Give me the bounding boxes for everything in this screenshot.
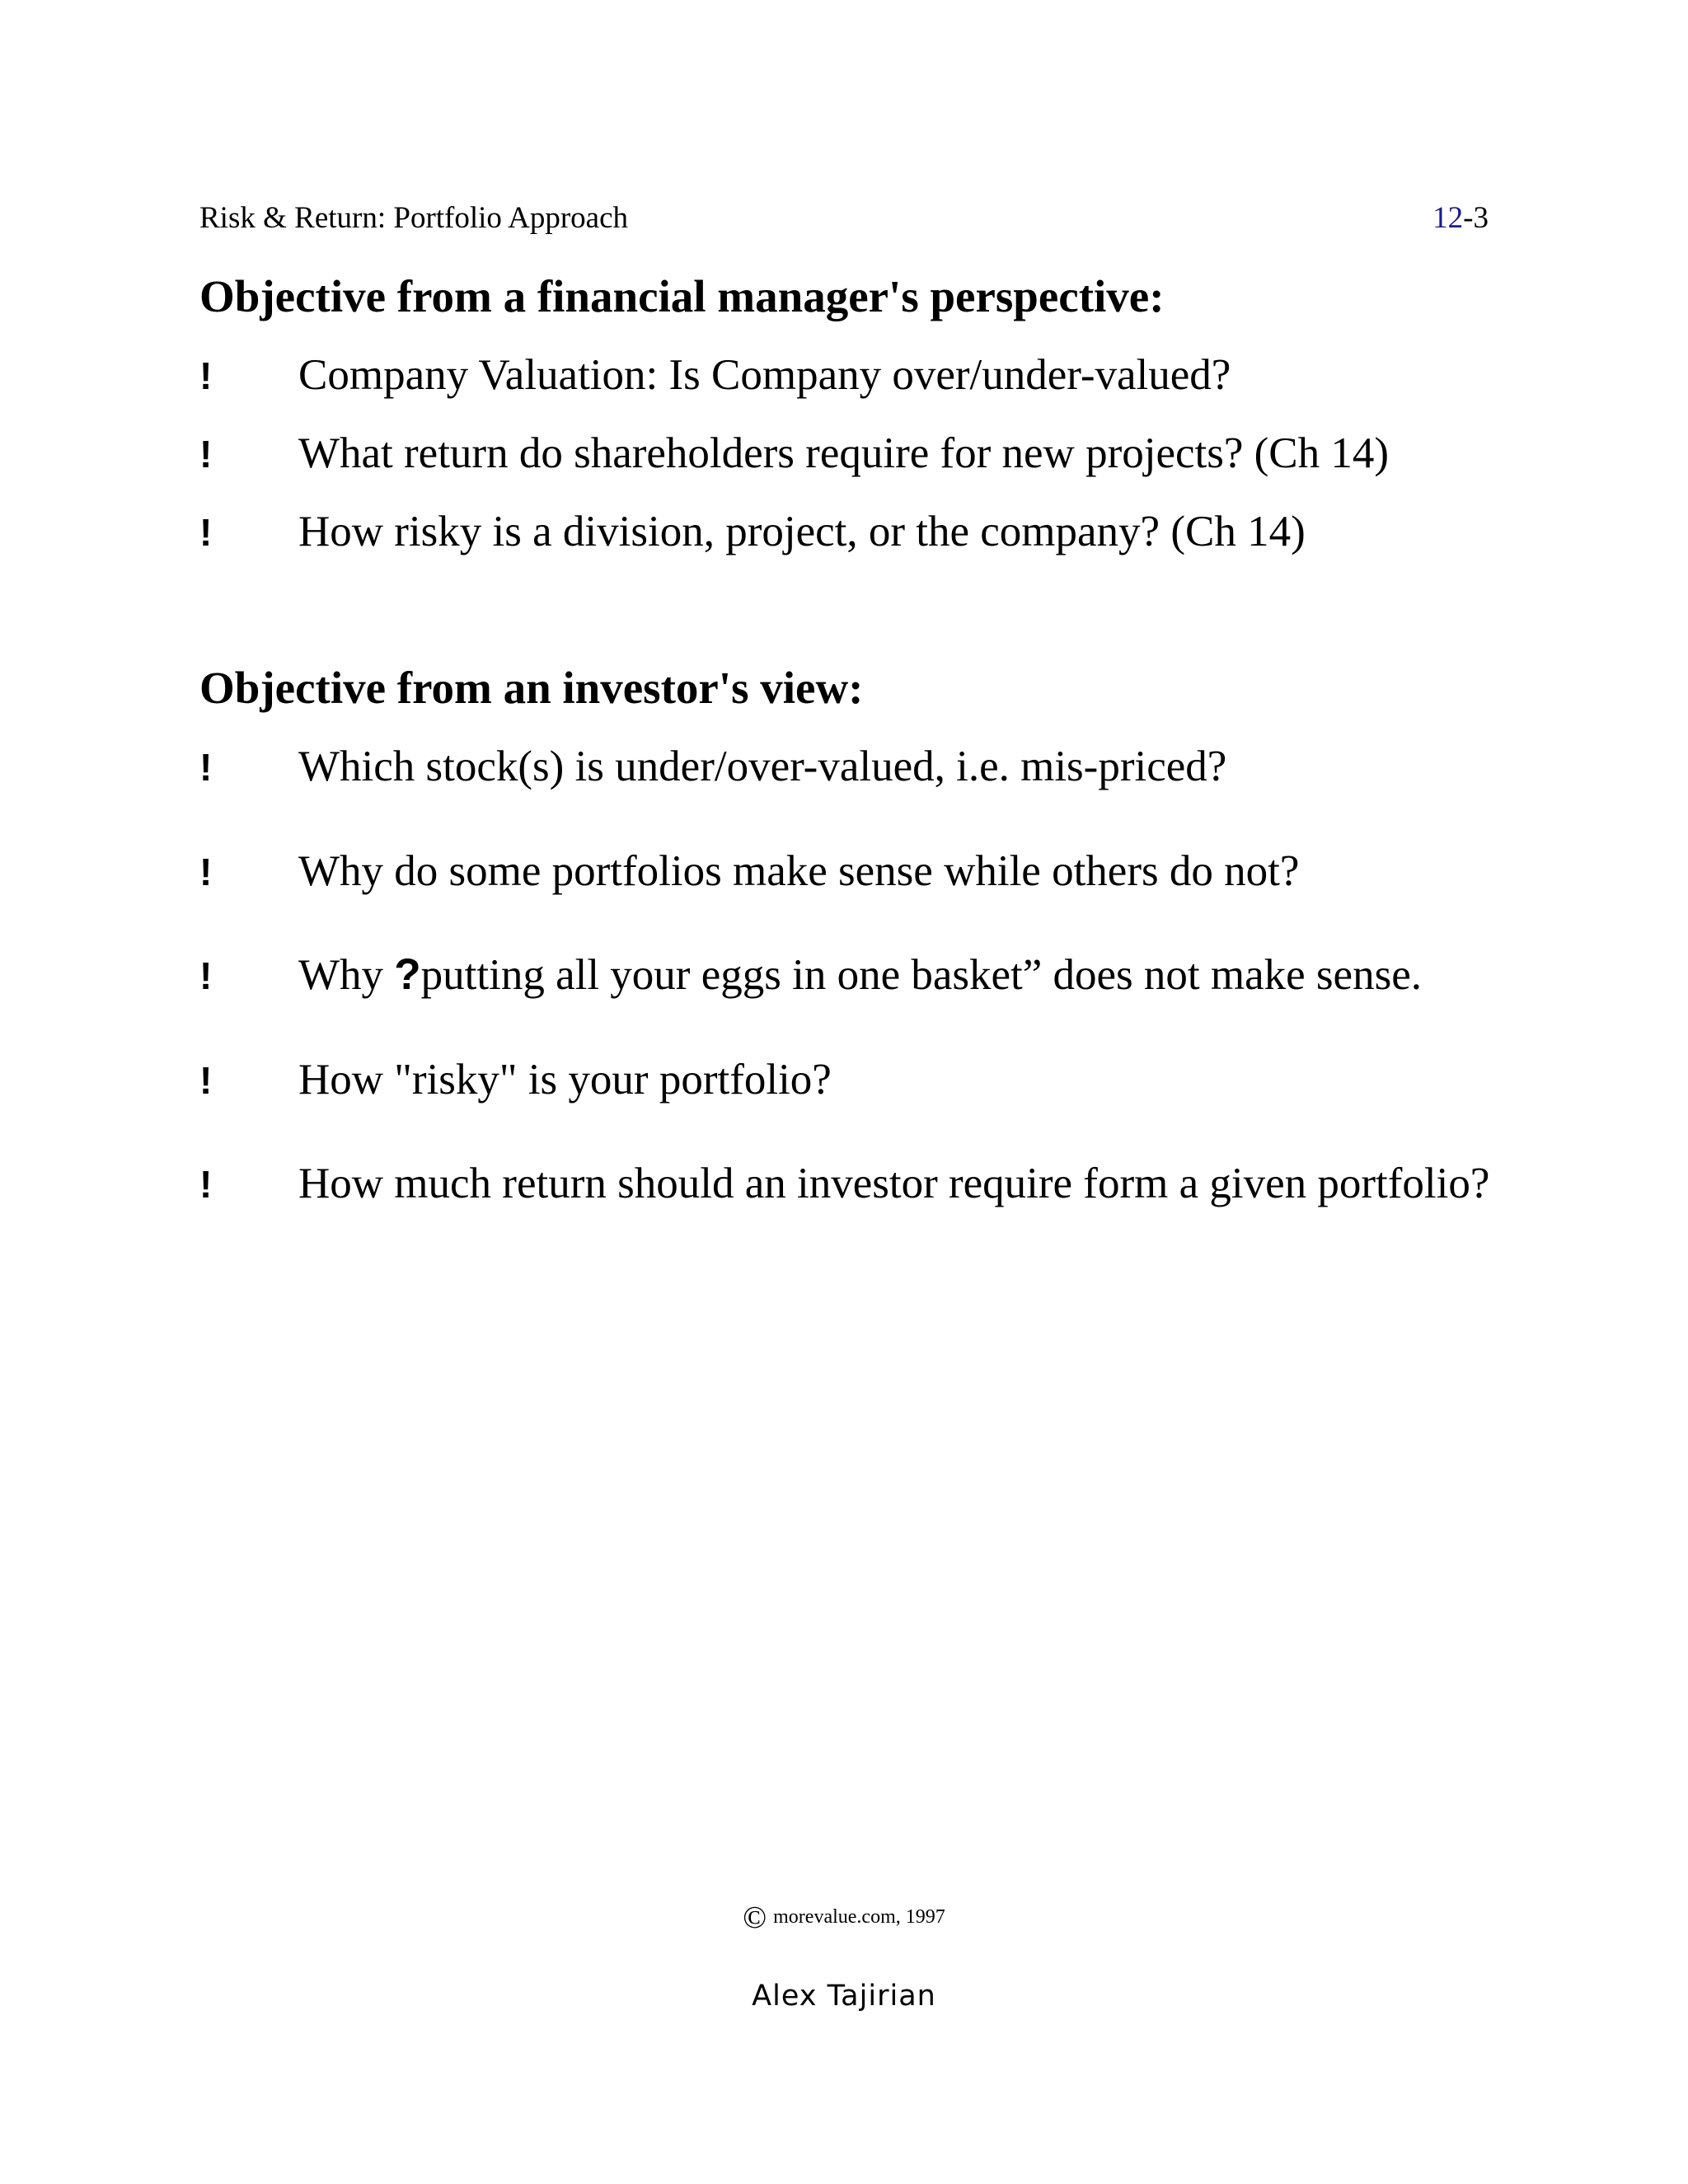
bullet-icon: !: [199, 1163, 213, 1206]
bullet-icon: !: [199, 433, 213, 476]
bullet-icon: !: [199, 1059, 213, 1102]
bullet-icon: !: [199, 954, 213, 997]
running-header-title: Risk & Return: Portfolio Approach: [199, 201, 629, 235]
list-item-text: Why do some portfolios make sense while others do not?: [298, 847, 1300, 895]
page-number: [1432, 198, 1489, 239]
copyright-line: [0, 1900, 1688, 1934]
bullet-icon: !: [199, 511, 213, 554]
copyright-text: morevalue.com, 1997: [773, 1906, 945, 1928]
bullet-icon: !: [199, 851, 213, 893]
list-item-text: How risky is a division, project, or the company? (Ch 14): [298, 508, 1306, 555]
question-mark-glyph: ?: [394, 950, 421, 999]
author-name: Alex Tajirian: [752, 1980, 936, 2013]
list-item-text: Which stock(s) is under/over-valued, i.e. mis-priced?: [298, 743, 1227, 790]
list-item-text: Company Valuation: Is Company over/under-valued?: [298, 351, 1231, 399]
list-item-text: How "risky" is your portfolio?: [298, 1056, 832, 1104]
bullet-icon: !: [199, 746, 213, 789]
page-suffix: -3: [1463, 201, 1489, 235]
text-prefix: Why: [298, 951, 395, 999]
section-heading-manager: Objective from a financial manager's perspective:: [199, 271, 1165, 321]
list-item-text: What return do shareholders require for new projects? (Ch 14): [298, 429, 1390, 477]
text-rest: putting all your eggs in one basket” does not make sense.: [420, 951, 1422, 999]
page-chapter: 12: [1432, 201, 1464, 235]
list-item-text: How much return should an investor require form a given portfolio?: [298, 1160, 1490, 1207]
copyright-icon: ©: [743, 1900, 767, 1936]
list-item-text: [298, 949, 1502, 1001]
section-heading-investor: Objective from an investor's view:: [199, 663, 864, 713]
bullet-icon: !: [199, 354, 213, 397]
